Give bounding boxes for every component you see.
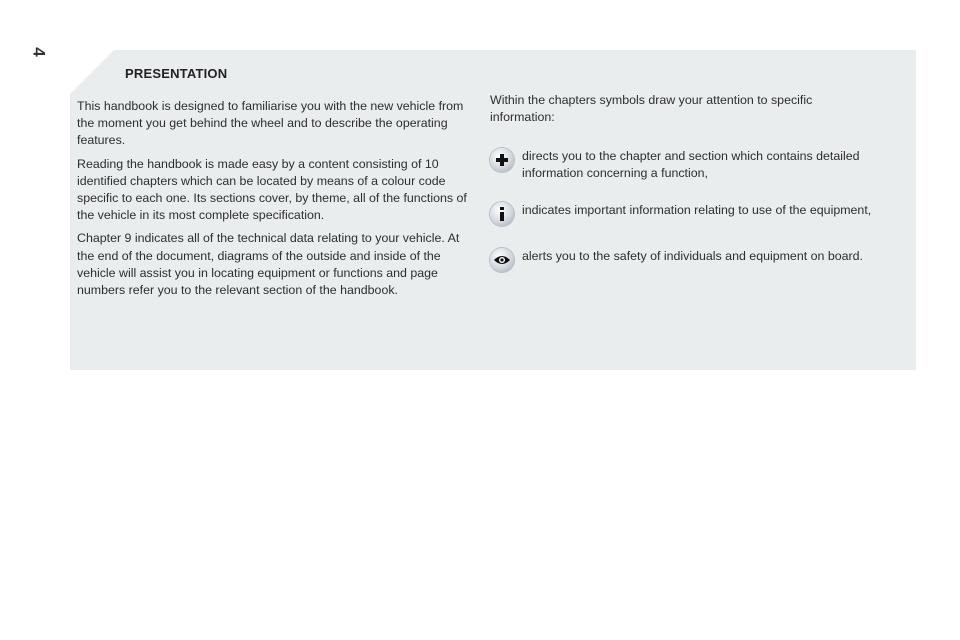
paragraph-reading: Reading the handbook is made easy by a content consisting of 10 identified chapters which can be located by means of a colour code specific to each one. Its sections cover, by theme, all of the functions of the vehicle in its most complete specification. [77, 156, 467, 223]
plus-icon [490, 148, 514, 172]
info-icon [490, 202, 514, 226]
symbol-text-plus: directs you to the chapter and section which contains detailed information concerning a function, [522, 149, 860, 181]
paragraph-intro: This handbook is designed to familiarise you with the new vehicle from the moment you get behind the wheel and to describe the operating features. [77, 99, 464, 148]
paragraph-chapter: Chapter 9 indicates all of the technical data relating to your vehicle. At the end of the document, diagrams of the outside and inside of the vehicle will assist you in locating equipment or functions and page numbers refer you to the relevant section of the handbook. [77, 231, 460, 298]
left-column [77, 98, 475, 305]
symbols-intro: Within the chapters symbols draw your attention to specific information: [490, 93, 813, 125]
symbol-text-eye: alerts you to the safety of individuals and equipment on board. [522, 249, 863, 263]
symbol-text-info: indicates important information relating to use of the equipment, [522, 203, 872, 217]
eye-icon [490, 248, 514, 272]
section-title: PRESENTATION [125, 66, 228, 81]
page-number: 4 [29, 47, 49, 57]
symbol-item-info [490, 202, 910, 226]
right-column [490, 92, 910, 263]
symbol-item-plus [490, 148, 910, 182]
symbol-item-eye [490, 248, 910, 272]
